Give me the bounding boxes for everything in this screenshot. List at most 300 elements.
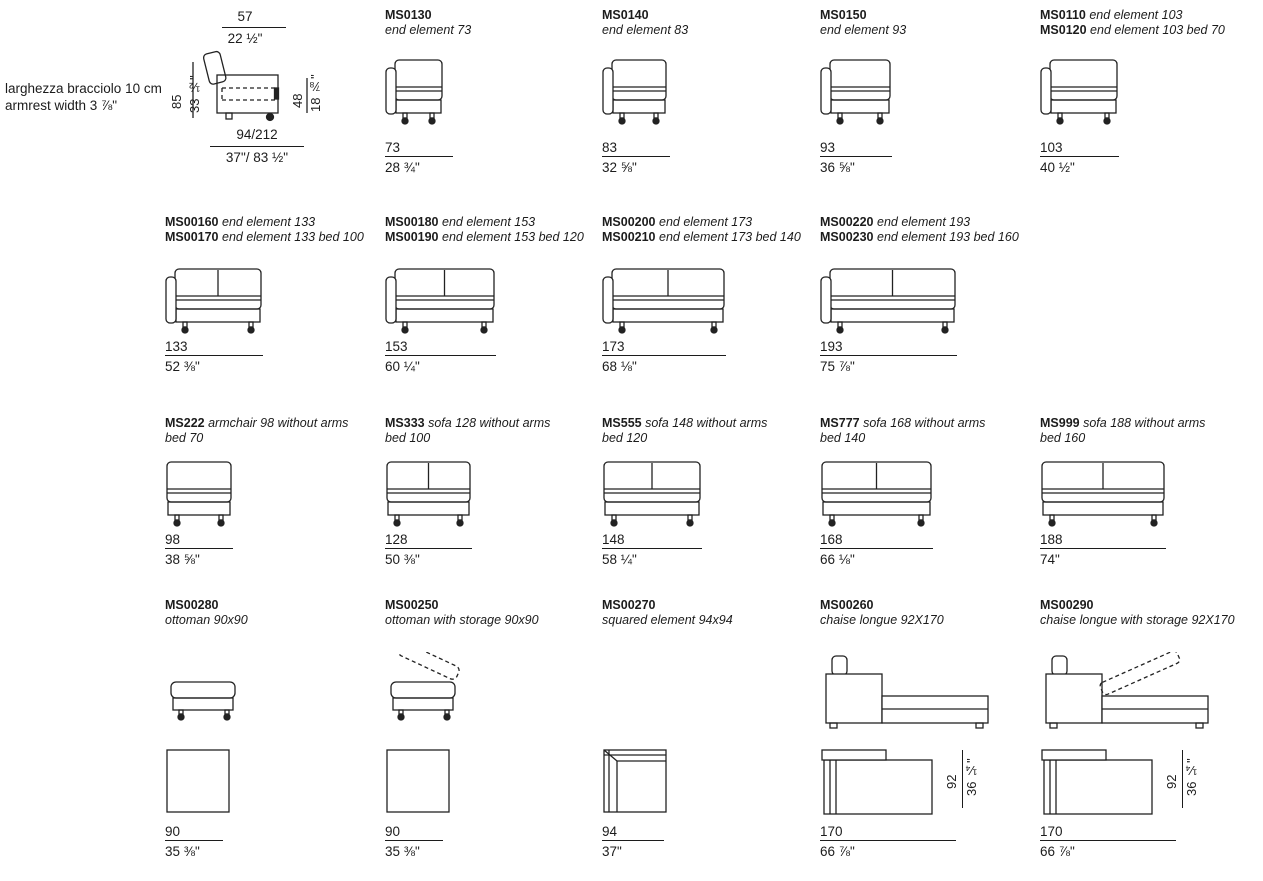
dimension-cm: 188	[1040, 532, 1063, 547]
armrest	[603, 68, 613, 114]
dimension-inch: 28 ¾"	[385, 160, 420, 175]
product-description: end element 83	[602, 22, 689, 37]
product-header-line	[602, 230, 822, 245]
plan-wrapper	[602, 748, 670, 816]
dimension-cm: 170	[820, 824, 843, 839]
armrest	[821, 277, 831, 323]
width-dimension	[602, 339, 726, 374]
width-dimension	[602, 140, 670, 175]
diagram-wrapper	[820, 58, 894, 128]
detail-top-dim-cm: 57	[237, 9, 253, 24]
sofa-base	[176, 309, 260, 322]
dimension-cm: 93	[820, 140, 836, 155]
caster-wheel	[402, 327, 408, 333]
product-description: bed 100	[385, 430, 431, 445]
product-code: MS0150	[820, 8, 867, 22]
dimension-cm: 103	[1040, 140, 1063, 155]
side-view-technical-drawing	[160, 44, 345, 144]
product-code: MS00200	[602, 215, 656, 229]
chaise-outline	[1044, 760, 1152, 814]
dimension-cm: 170	[1040, 824, 1063, 839]
plan-wrapper	[820, 748, 940, 816]
detail-right-dim-inch: 18 ⅞"	[308, 74, 323, 112]
product-code: MS00220	[820, 215, 874, 229]
product-description: end element 153	[442, 215, 536, 229]
product-cell-MS00290	[1040, 598, 1260, 859]
caster-wheel	[429, 118, 435, 124]
product-description: armchair 98 without arms	[208, 416, 349, 430]
dimension-inch: 32 ⅝"	[602, 160, 637, 175]
width-dimension	[385, 140, 453, 175]
product-header-line	[385, 215, 605, 230]
detail-bottom-dim-cm: 94/212	[236, 127, 278, 142]
caster-wheel	[1057, 118, 1063, 124]
diagram-wrapper	[820, 460, 935, 530]
sofa-base	[168, 502, 230, 515]
product-description: squared element 94x94	[602, 612, 733, 627]
dimension-cm: 133	[165, 339, 188, 354]
caster-wheel	[174, 520, 180, 526]
caster-wheel	[711, 327, 717, 333]
caster-wheel	[402, 118, 408, 124]
caster-wheel	[224, 714, 230, 720]
dimension-inch: 66 ⅛"	[820, 552, 855, 567]
diagram-front-view	[165, 460, 235, 530]
product-description: end element 193	[877, 215, 971, 229]
dimension-rule	[385, 548, 472, 549]
product-cell-MS00280	[165, 598, 385, 859]
diagram-plan-view	[820, 748, 940, 816]
detail-top-dim-inch: 22 ½"	[227, 31, 263, 46]
dimension-cm: 193	[820, 339, 843, 354]
backrest-strip	[1042, 750, 1106, 760]
caster-wheel	[182, 327, 188, 333]
sofa-base	[396, 309, 493, 322]
width-dimension	[820, 824, 956, 859]
dimension-inch: 37"	[602, 844, 622, 859]
caster-wheel	[1151, 520, 1157, 526]
diagram-front-view	[385, 460, 474, 530]
width-dimension	[385, 824, 443, 859]
diagram-wrapper	[385, 460, 474, 530]
dimension-rule	[1040, 156, 1119, 157]
product-description: sofa 188 without arms	[1083, 416, 1206, 430]
detail-bottom-dim-inch: 37"/ 83 ½"	[225, 150, 289, 165]
product-cell-MS0130	[385, 8, 605, 175]
foot	[830, 723, 837, 728]
diagram-side-view	[820, 652, 992, 730]
diagram-front-view	[385, 58, 446, 128]
product-code: MS00270	[602, 598, 656, 612]
sofa-body	[1050, 60, 1117, 100]
caster-wheel	[687, 520, 693, 526]
product-header-line	[385, 416, 605, 431]
diagram-wrapper	[820, 267, 959, 337]
product-cell-MS00220	[820, 215, 1040, 374]
dimension-cm: 90	[385, 824, 401, 839]
width-dimension	[602, 824, 664, 859]
width-dimension	[820, 532, 933, 567]
foot	[1050, 723, 1057, 728]
caster-wheel	[942, 327, 948, 333]
product-code: MS222	[165, 416, 205, 430]
diagram-wrapper	[602, 58, 670, 128]
diagram-front-view	[165, 267, 265, 337]
diagram-front-view	[602, 460, 704, 530]
width-dimension	[385, 339, 496, 374]
product-header-line	[820, 23, 1040, 38]
diagram-side-view	[385, 652, 465, 724]
armrest	[166, 277, 176, 323]
product-description: bed 160	[1040, 430, 1086, 445]
caster-wheel	[653, 118, 659, 124]
caster-wheel	[444, 714, 450, 720]
product-header-line	[602, 416, 822, 431]
depth-dimension-line	[962, 750, 963, 808]
dimension-inch: 40 ½"	[1040, 160, 1075, 175]
diagram-front-view	[820, 58, 894, 128]
dimension-inch: 66 ⅞"	[1040, 844, 1075, 859]
caster-wheel	[829, 520, 835, 526]
handle	[275, 88, 279, 99]
width-dimension	[1040, 140, 1119, 175]
product-description: ottoman 90x90	[165, 612, 248, 627]
diagram-side-view	[1040, 652, 1212, 730]
product-cell-MS00160	[165, 215, 385, 374]
product-code: MS0120	[1040, 22, 1087, 37]
diagram-wrapper	[602, 460, 704, 530]
armrest-note-line2: armrest width 3 ⅞"	[5, 98, 118, 113]
product-header-line	[820, 598, 1040, 613]
product-description: ottoman with storage 90x90	[385, 612, 539, 627]
dimension-rule	[1040, 840, 1176, 841]
detail-top-dim-rule	[222, 27, 286, 28]
dimension-rule	[165, 548, 233, 549]
product-description: end element 73	[385, 22, 472, 37]
dimension-inch: 35 ⅜"	[165, 844, 200, 859]
sofa-base	[823, 502, 930, 515]
dimension-cm: 94	[602, 824, 618, 839]
product-code: MS0140	[602, 8, 649, 22]
diagram-front-view	[602, 267, 728, 337]
product-code: MS00190	[385, 229, 439, 244]
dimension-rule	[385, 156, 453, 157]
product-header-line	[385, 8, 605, 23]
product-description: sofa 128 without arms	[428, 416, 551, 430]
dimension-rule	[1040, 548, 1166, 549]
caster-wheel	[394, 520, 400, 526]
dimension-cm: 153	[385, 339, 408, 354]
product-cell-MS222	[165, 416, 385, 567]
dimension-cm: 173	[602, 339, 625, 354]
diagram-wrapper	[602, 267, 728, 337]
product-description: end element 193 bed 160	[877, 229, 1019, 244]
armrest-note-line1: larghezza bracciolo 10 cm	[5, 81, 162, 96]
dimension-inch: 36 ⅝"	[820, 160, 855, 175]
caster-wheel	[837, 118, 843, 124]
dimension-rule	[385, 840, 443, 841]
detail-left-dim-cm: 85	[169, 94, 184, 110]
product-header-line	[385, 598, 605, 613]
backrest	[203, 51, 227, 85]
product-cell-MS00200	[602, 215, 822, 374]
armrest	[603, 277, 613, 323]
diagram-plan-view	[602, 748, 670, 816]
product-header-line	[602, 598, 822, 613]
width-dimension	[820, 339, 957, 374]
diagram-plan-view	[385, 748, 451, 814]
dimension-rule	[602, 548, 702, 549]
product-code: MS0130	[385, 8, 432, 22]
sofa-base	[613, 309, 723, 322]
dimension-inch: 68 ⅛"	[602, 359, 637, 374]
product-header-line	[165, 230, 385, 245]
foot	[1196, 723, 1203, 728]
product-code: MS0110	[1040, 8, 1086, 22]
product-header-line	[165, 416, 385, 431]
width-dimension	[385, 532, 472, 567]
open-storage-lid	[397, 652, 461, 681]
product-description: end element 133	[222, 215, 316, 229]
sofa-body	[167, 462, 231, 502]
product-description: end element 103	[1089, 8, 1183, 22]
product-header-line	[820, 416, 1040, 431]
product-header-line	[820, 215, 1040, 230]
product-description: end element 103 bed 70	[1090, 22, 1225, 37]
sofa-body	[217, 75, 278, 113]
sofa-body	[612, 60, 666, 100]
caster-wheel	[619, 327, 625, 333]
product-description: end element 93	[820, 22, 907, 37]
sofa-base	[605, 502, 699, 515]
product-description: sofa 148 without arms	[645, 416, 768, 430]
product-code: MS333	[385, 416, 425, 430]
sofa-base	[388, 502, 469, 515]
caster-wheel	[877, 118, 883, 124]
product-header-line	[602, 613, 822, 628]
dimension-cm: 90	[165, 824, 181, 839]
product-code: MS00160	[165, 215, 219, 229]
product-description: bed 70	[165, 430, 204, 445]
plan-wrapper	[1040, 748, 1160, 816]
diagram-wrapper	[820, 652, 992, 730]
plan-wrapper	[385, 748, 451, 814]
depth-dimension-cm: 92	[1164, 774, 1179, 790]
diagram-wrapper	[165, 652, 245, 724]
diagram-front-view	[385, 267, 498, 337]
product-header-line	[165, 613, 385, 628]
diagram-wrapper	[385, 652, 465, 724]
detail-bottom-dim-rule	[210, 146, 304, 147]
product-code: MS00280	[165, 598, 219, 612]
diagram-wrapper	[1040, 58, 1121, 128]
diagram-plan-view	[165, 748, 231, 814]
product-cell-MS00260	[820, 598, 1040, 859]
product-description: end element 173	[659, 215, 753, 229]
depth-dimension-inch: 36 ¼"	[1184, 758, 1199, 796]
diagram-front-view	[602, 58, 670, 128]
dimension-inch: 75 ⅞"	[820, 359, 855, 374]
dimension-inch: 50 ⅜"	[385, 552, 420, 567]
product-header-line	[1040, 431, 1260, 446]
product-header-line	[602, 431, 822, 446]
product-header-line	[1040, 613, 1260, 628]
chaise-outline	[824, 760, 932, 814]
product-header-line	[602, 8, 822, 23]
dimension-rule	[602, 840, 664, 841]
headrest	[1052, 656, 1067, 675]
caster-wheel	[178, 714, 184, 720]
product-header-line	[1040, 598, 1260, 613]
product-cell-MS555	[602, 416, 822, 567]
open-storage-lid	[1099, 652, 1181, 696]
width-dimension	[602, 532, 702, 567]
sofa-base	[1043, 502, 1163, 515]
product-cell-MS00270	[602, 598, 822, 859]
armrest	[386, 68, 396, 114]
width-dimension	[165, 532, 233, 567]
dimension-rule	[602, 156, 670, 157]
dimension-cm: 148	[602, 532, 625, 547]
caster-wheel	[1049, 520, 1055, 526]
sofa-base	[831, 100, 889, 113]
armrest	[386, 277, 396, 323]
depth-dimension-line	[1182, 750, 1183, 808]
diagram-wrapper	[1040, 460, 1168, 530]
armrest	[1041, 68, 1051, 114]
caster-wheel	[218, 520, 224, 526]
detail-right-dim-cm: 48	[290, 93, 305, 109]
diagram-wrapper	[385, 58, 446, 128]
diagram-plan-view	[1040, 748, 1160, 816]
backrest-strip	[822, 750, 886, 760]
dimension-cm: 168	[820, 532, 843, 547]
product-cell-MS777	[820, 416, 1040, 567]
sofa-base	[396, 100, 441, 113]
dimension-cm: 83	[602, 140, 618, 155]
diagram-wrapper	[165, 267, 265, 337]
caster-wheel	[1104, 118, 1110, 124]
product-header-line	[602, 23, 822, 38]
product-code: MS00290	[1040, 598, 1094, 612]
caster-wheel	[481, 327, 487, 333]
dimension-cm: 128	[385, 532, 408, 547]
product-code: MS00170	[165, 229, 219, 244]
product-code: MS777	[820, 416, 860, 430]
caster-wheel	[398, 714, 404, 720]
product-cell-MS333	[385, 416, 605, 567]
product-cell-MS00250	[385, 598, 605, 859]
product-description: end element 133 bed 100	[222, 229, 364, 244]
sofa-base	[1051, 100, 1116, 113]
foot	[976, 723, 983, 728]
width-dimension	[165, 339, 263, 374]
product-code: MS555	[602, 416, 642, 430]
detail-left-dim-inch: 33 ½"	[187, 75, 202, 113]
product-description: end element 173 bed 140	[659, 229, 801, 244]
diagram-side-view	[165, 652, 245, 724]
product-code: MS999	[1040, 416, 1080, 430]
front-foot	[226, 113, 232, 119]
depth-dimension-cm: 92	[944, 774, 959, 790]
back-block	[826, 674, 882, 723]
product-header-line	[820, 613, 1040, 628]
rear-wheel	[267, 114, 274, 121]
dimension-rule	[820, 156, 892, 157]
headrest	[832, 656, 847, 675]
sofa-base	[831, 309, 954, 322]
dimension-inch: 35 ⅜"	[385, 844, 420, 859]
dimension-inch: 52 ⅜"	[165, 359, 200, 374]
product-header-line	[820, 431, 1040, 446]
product-description: chaise longue 92X170	[820, 612, 944, 627]
product-description: sofa 168 without arms	[863, 416, 986, 430]
dimension-inch: 58 ¼"	[602, 552, 637, 567]
base	[393, 698, 453, 710]
dimension-rule	[385, 355, 496, 356]
product-description: bed 120	[602, 430, 648, 445]
product-cell-MS00180	[385, 215, 605, 374]
product-cell-MS0150	[820, 8, 1040, 175]
cushion	[171, 682, 235, 698]
diagram-front-view	[1040, 58, 1121, 128]
width-dimension	[1040, 824, 1176, 859]
product-header-line	[385, 23, 605, 38]
product-header-line	[385, 613, 605, 628]
width-dimension	[165, 824, 223, 859]
caster-wheel	[248, 327, 254, 333]
product-description: end element 153 bed 120	[442, 229, 584, 244]
base	[173, 698, 233, 710]
product-header-line	[820, 230, 1040, 245]
product-header-line	[385, 230, 605, 245]
product-description: chaise longue with storage 92X170	[1040, 612, 1235, 627]
product-header-line	[602, 215, 822, 230]
dimension-rule	[820, 840, 956, 841]
product-header-line	[820, 8, 1040, 23]
product-code: MS00180	[385, 215, 439, 229]
armrest	[821, 68, 831, 114]
product-cell-MS0110	[1040, 8, 1260, 175]
dimension-rule	[165, 840, 223, 841]
sofa-body	[830, 60, 890, 100]
diagram-wrapper	[165, 460, 235, 530]
plan-wrapper	[165, 748, 231, 814]
dimension-inch: 66 ⅞"	[820, 844, 855, 859]
caster-wheel	[619, 118, 625, 124]
width-dimension	[1040, 532, 1166, 567]
dimension-cm: 73	[385, 140, 401, 155]
diagram-front-view	[1040, 460, 1168, 530]
dimension-inch: 38 ⅝"	[165, 552, 200, 567]
caster-wheel	[611, 520, 617, 526]
dimension-rule	[165, 355, 263, 356]
product-header-line	[1040, 416, 1260, 431]
dimension-cm: 98	[165, 532, 181, 547]
cushion	[391, 682, 455, 698]
caster-wheel	[457, 520, 463, 526]
diagram-wrapper	[1040, 652, 1212, 730]
dimension-rule	[820, 548, 933, 549]
product-code: MS00230	[820, 229, 874, 244]
caster-wheel	[837, 327, 843, 333]
product-header-line	[165, 431, 385, 446]
caster-wheel	[918, 520, 924, 526]
product-code: MS00210	[602, 229, 656, 244]
product-code: MS00260	[820, 598, 874, 612]
product-cell-MS999	[1040, 416, 1260, 567]
dimension-rule	[602, 355, 726, 356]
